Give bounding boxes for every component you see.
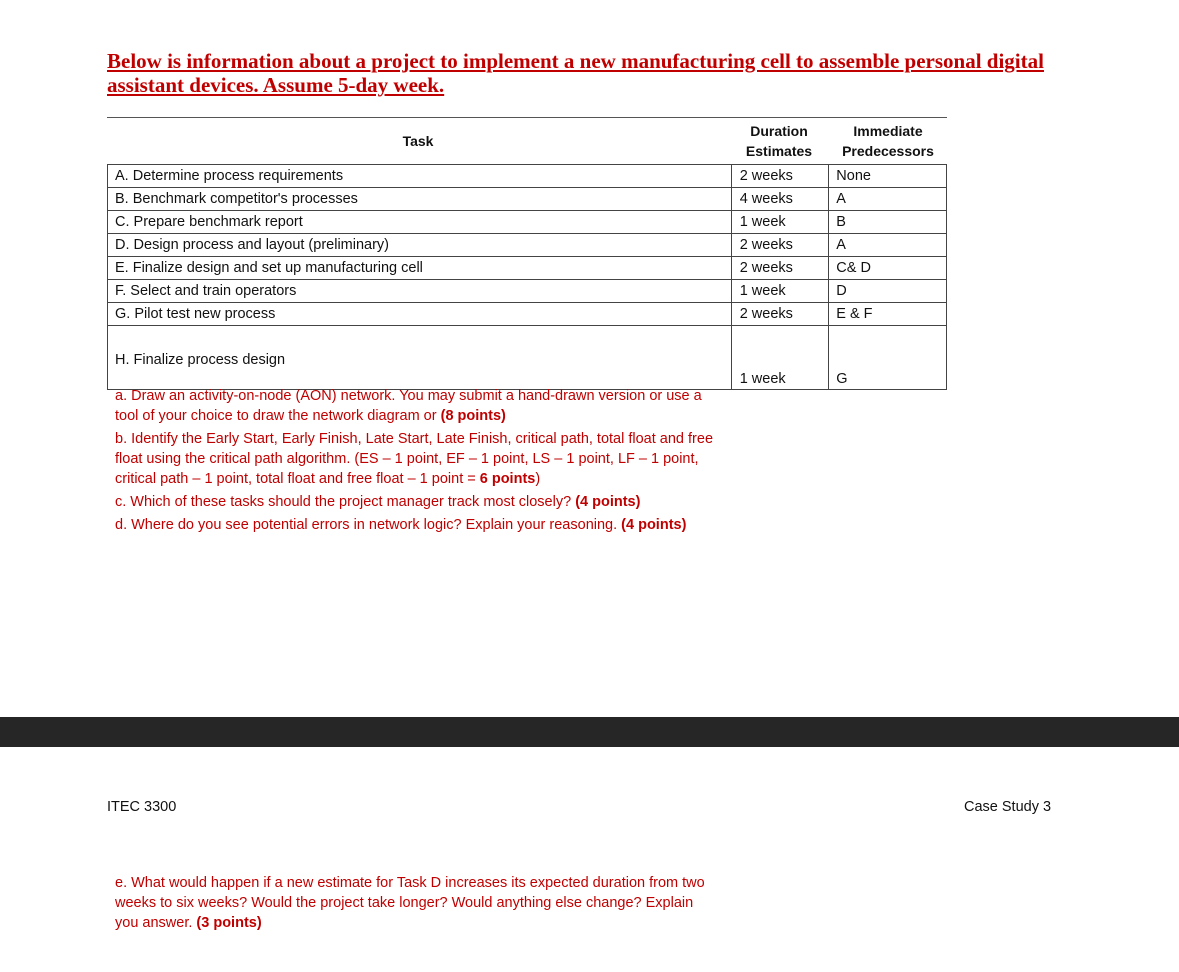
column-header-pred-line2: Predecessors [842,143,934,159]
duration-cell: 2 weeks [731,303,829,326]
table-top-rule [107,117,947,118]
table-row [108,188,947,211]
question-b [115,429,720,489]
column-header-task-label: Task [402,133,434,149]
table-row [108,234,947,257]
predecessor-cell: C& D [829,257,947,280]
duration-cell: 2 weeks [731,165,829,188]
table-row [108,211,947,234]
predecessor-cell: E & F [829,303,947,326]
predecessor-cell: G [829,326,947,390]
task-cell: H. Finalize process design [108,326,732,390]
task-cell: B. Benchmark competitor's processes [108,188,732,211]
task-cell: E. Finalize design and set up manufacturing cell [108,257,732,280]
document-title: Case Study 3 [964,799,1052,815]
column-header-task [107,131,729,151]
task-cell: F. Select and train operators [108,280,732,303]
question-e-points: (3 points) [196,915,262,931]
question-b-close: ) [535,471,541,487]
question-d-points: (4 points) [621,517,687,533]
predecessor-cell: None [829,165,947,188]
duration-cell: 2 weeks [731,234,829,257]
question-b-text: b. Identify the Early Start, Early Finish, Late Start, Late Finish, critical path, total float and free float using the critical path algorithm. (ES – 1 point, EF – 1 point, LS – 1 point, LF – 1 point, critical path – 1 point, total float and free float – 1 point = [115,431,714,487]
table-row [108,326,947,390]
question-a-points: (8 points) [440,408,506,424]
question-c-text: c. Which of these tasks should the project manager track most closely? [115,494,576,510]
table-row [108,257,947,280]
column-header-predecessors [829,121,947,161]
table-row [108,280,947,303]
course-code: ITEC 3300 [107,799,177,815]
column-header-duration-line1: Duration [750,123,808,139]
duration-cell: 4 weeks [731,188,829,211]
predecessor-cell: A [829,188,947,211]
column-header-duration [729,121,829,161]
column-header-pred-line1: Immediate [853,123,923,139]
task-cell: D. Design process and layout (preliminary) [108,234,732,257]
question-d [115,515,720,535]
task-cell: C. Prepare benchmark report [108,211,732,234]
duration-cell: 1 week [731,211,829,234]
table-row [108,303,947,326]
predecessor-cell: B [829,211,947,234]
question-c [115,492,720,512]
column-header-duration-line2: Estimates [745,143,813,159]
page-heading: Below is information about a project to implement a new manufacturing cell to assemble personal digital assistant devices. Assume 5-day week. [107,49,1044,97]
predecessor-cell: D [829,280,947,303]
duration-cell: 1 week [731,280,829,303]
predecessor-cell: A [829,234,947,257]
question-e [115,873,715,933]
question-d-text: d. Where do you see potential errors in network logic? Explain your reasoning. [115,517,622,533]
question-e-text: e. What would happen if a new estimate for Task D increases its expected duration from two weeks to six weeks? Would the project take longer? Would anything else change? Explain you answer. [115,875,705,931]
task-cell: G. Pilot test new process [108,303,732,326]
table-row [108,165,947,188]
task-cell: A. Determine process requirements [108,165,732,188]
duration-cell: 1 week [731,326,829,390]
question-c-points: (4 points) [575,494,641,510]
questions-block [115,386,720,538]
task-table [107,164,947,390]
duration-cell: 2 weeks [731,257,829,280]
question-a [115,386,720,426]
question-b-points: 6 points [479,471,536,487]
page-break-band [0,717,1179,747]
question-a-text: a. Draw an activity-on-node (AON) network. You may submit a hand-drawn version or use a tool of your choice to draw the network diagram or [115,388,702,424]
